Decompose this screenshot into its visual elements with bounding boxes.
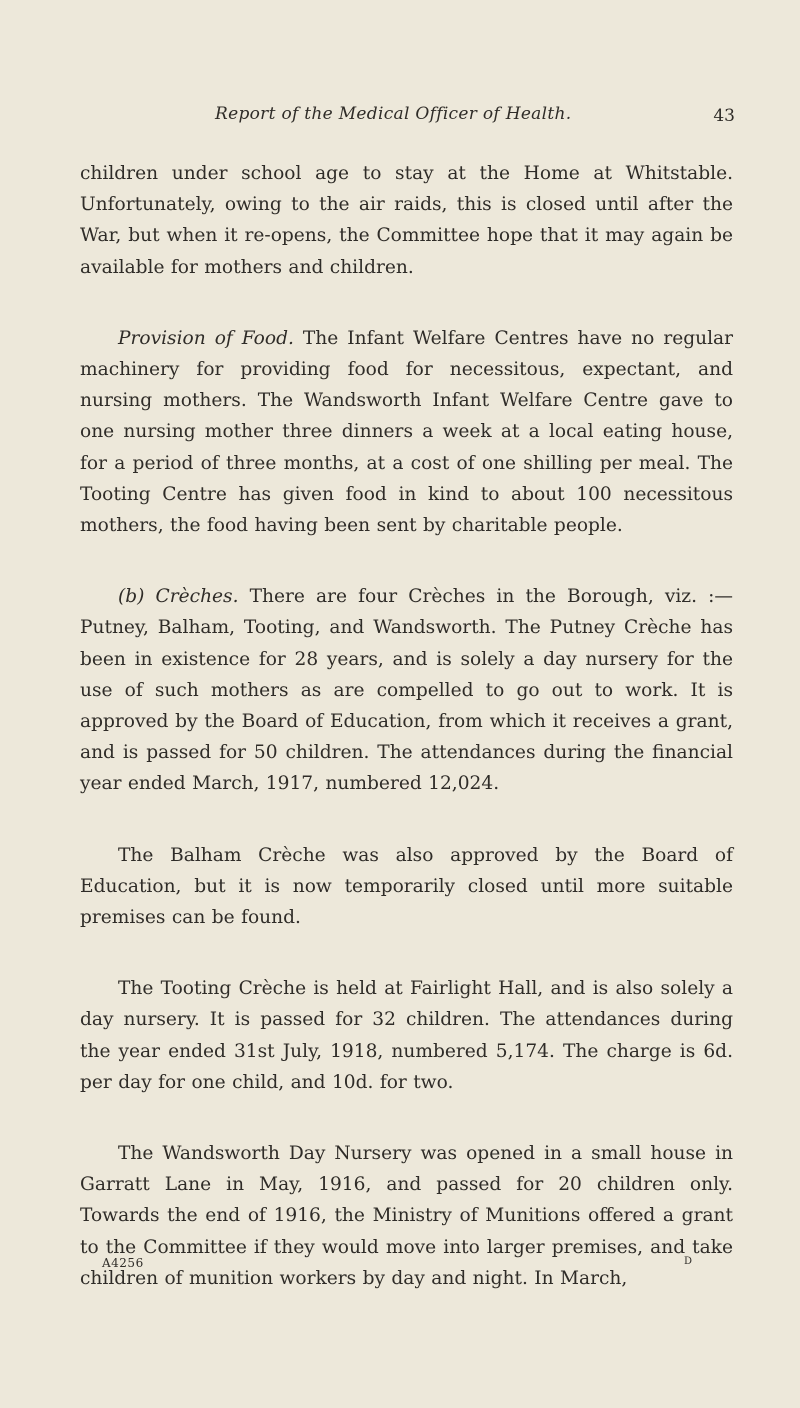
paragraph-heading: Provision of Food. bbox=[118, 327, 294, 349]
paragraph-text: The Infant Welfare Centres have no regular machinery for providing food for necessitous, expectant, and nursing mothers. The Wandsworth Infant Welfare Centre gave to one nursing mother three dinners a week at a local eating house, for a period of three months, at a cost of one shilling per meal. The Tooting Centre has given food in kind to about 100 necessitous mothers, the food having been sent by charitable people. bbox=[80, 327, 734, 537]
page-footer bbox=[102, 1256, 702, 1276]
paragraph-provision-of-food bbox=[80, 323, 733, 541]
paragraph-heading: (b) Crèches. bbox=[118, 586, 239, 608]
paragraph-text: children under school age to stay at the Home at Whitstable. Unfortunately, owing to the air raids, this is closed until after the War, but when it re-opens, the Committee hope that it may again be available for mothers and children. bbox=[80, 163, 733, 278]
paragraph-tooting-creche bbox=[80, 973, 733, 1098]
body-text bbox=[80, 158, 733, 1334]
page-header bbox=[80, 104, 735, 138]
paragraph-balham-creche bbox=[80, 840, 733, 934]
page-number: 43 bbox=[713, 106, 735, 126]
paragraph-text: The Tooting Crèche is held at Fairlight Hall, and is also solely a day nursery. It is passed for 32 children. The attendances during the year ended 31st July, 1918, numbered 5,174. The charge is 6d. per day for one child, and 10d. for two. bbox=[80, 978, 733, 1093]
paragraph-text: There are four Crèches in the Borough, viz. :— Putney, Balham, Tooting, and Wandsworth. The Putney Crèche has been in existence for 28 years, and is solely a day nursery for the use of such mothers as are compelled to go out to work. It is approved by the Board of Education, from which it receives a grant, and is passed for 50 children. The attendances during the financial year ended March, 1917, numbered 12,024. bbox=[80, 586, 734, 795]
running-title: Report of the Medical Officer of Health. bbox=[215, 104, 572, 124]
sheet-letter: D bbox=[683, 1256, 692, 1267]
paragraph-continued bbox=[80, 158, 733, 283]
paragraph-text: The Balham Crèche was also approved by the Board of Education, but it is now temporarily closed until more suitable premises can be found. bbox=[80, 844, 733, 929]
printer-signature-mark: A4256 bbox=[102, 1256, 144, 1270]
paragraph-creches bbox=[80, 581, 733, 799]
paragraph-text: The Wandsworth Day Nursery was opened in a small house in Garratt Lane in May, 1916, and passed for 20 children only. Towards the end of 1916, the Ministry of Munitions offered a grant to the Committee if they would move into larger premises, and take children of munition workers by day and night. In March, bbox=[80, 1143, 733, 1289]
